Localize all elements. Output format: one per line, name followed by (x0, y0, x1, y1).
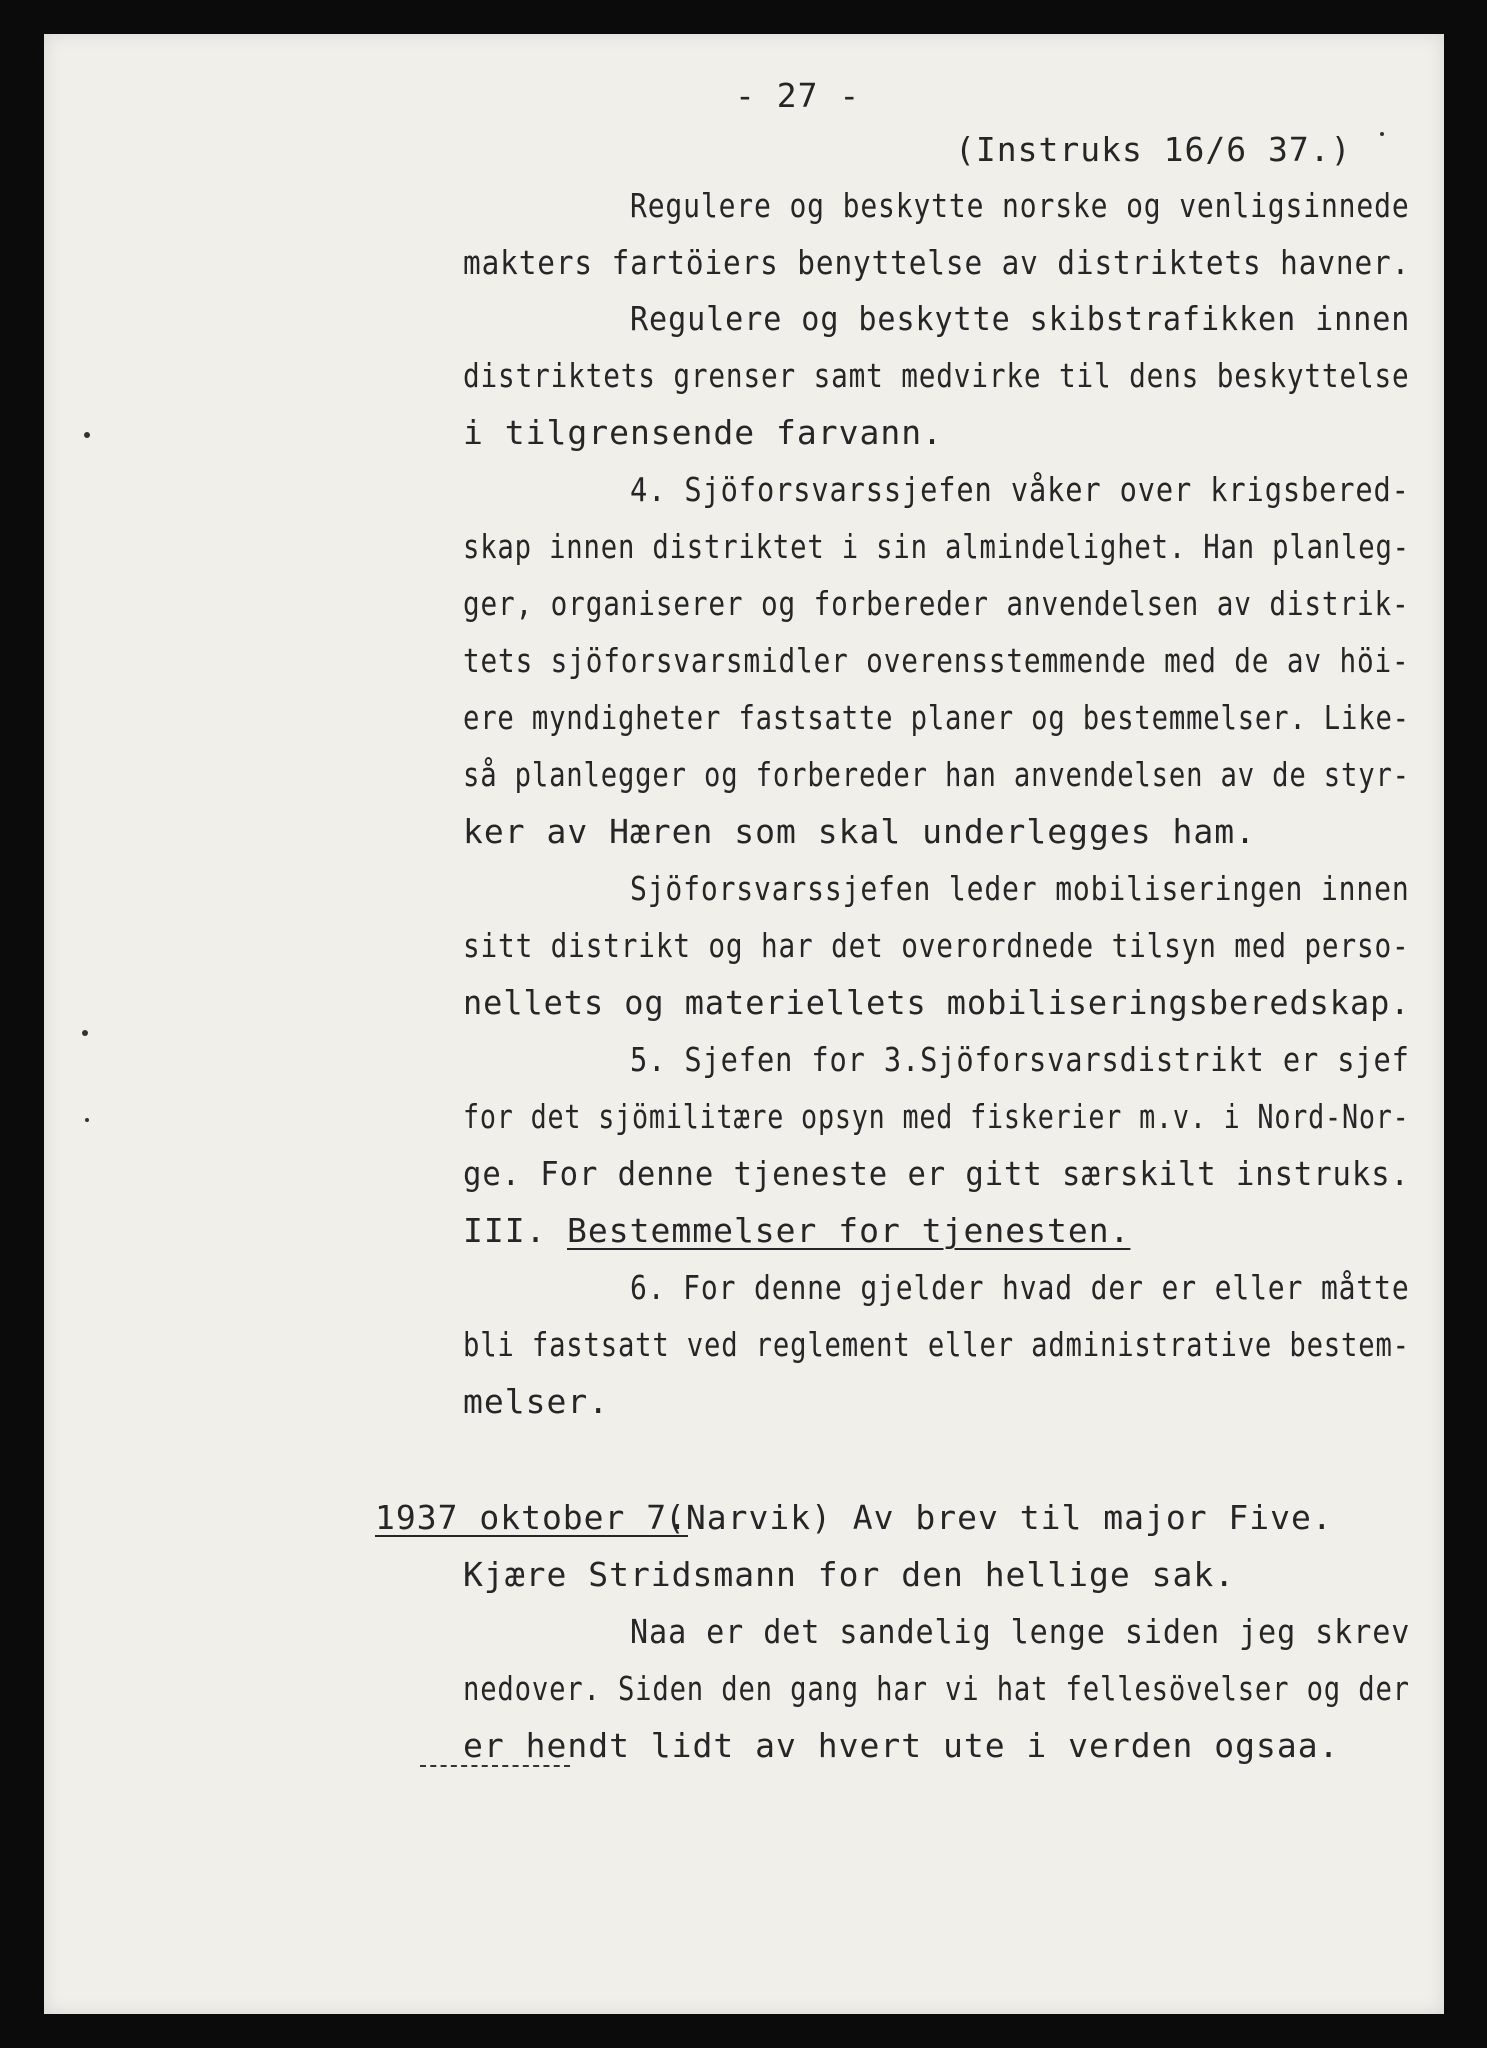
text-line: Naa er det sandelig lenge siden jeg skrev (630, 1612, 1411, 1651)
text-line: 4. Sjöforsvarssjefen våker over krigsbered- (630, 470, 1410, 509)
text-line: ker av Hæren som skal underlegges ham. (463, 812, 1256, 851)
text-line: sitt distrikt og har det overordnede tilsyn med perso- (463, 926, 1410, 965)
instruction-reference: (Instruks 16/6 37.) (955, 130, 1352, 169)
text-line: så planlegger og forbereder han anvendelsen av de styr- (463, 755, 1410, 794)
text-line: bli fastsatt ved reglement eller administrative bestem- (463, 1325, 1410, 1364)
text-line: nellets og materiellets mobiliseringsberedskap. (463, 983, 1411, 1022)
text-line: Regulere og beskytte norske og venligsinnede (630, 186, 1410, 225)
section-number: III. (463, 1211, 547, 1250)
text-line: 5. Sjefen for 3.Sjöforsvarsdistrikt er sjef (630, 1040, 1410, 1079)
text-line: Sjöforsvarssjefen leder mobiliseringen innen (630, 869, 1410, 908)
margin-mark (1380, 132, 1384, 136)
text-line: tets sjöforsvarsmidler overensstemmende med de av höi- (463, 641, 1410, 680)
text-line: skap innen distriktet i sin almindelighet. Han planleg- (463, 527, 1410, 566)
text-line: ger, organiserer og forbereder anvendelsen av distrik- (463, 584, 1410, 623)
text-line: Regulere og beskytte skibstrafikken innen (630, 299, 1411, 338)
text-line: ere myndigheter fastsatte planer og bestemmelser. Like- (463, 698, 1410, 737)
margin-mark (84, 432, 90, 438)
margin-mark (85, 1118, 89, 1122)
text-line: ge. For denne tjeneste er gitt særskilt instruks. (463, 1154, 1410, 1193)
entry-intro: (Narvik) Av brev til major Five. (665, 1498, 1333, 1537)
margin-mark (82, 1030, 88, 1036)
dashed-rule (420, 1765, 570, 1767)
section-title: Bestemmelser for tjenesten. (567, 1211, 1131, 1250)
text-line: 6. For denne gjelder hvad der er eller måtte (630, 1268, 1410, 1307)
text-line: makters fartöiers benyttelse av distriktets havner. (463, 243, 1411, 282)
text-line: for det sjömilitære opsyn med fiskerier m.v. i Nord-Nor- (463, 1097, 1410, 1136)
text-line: distriktets grenser samt medvirke til dens beskyttelse (463, 356, 1410, 395)
text-line: er hendt lidt av hvert ute i verden ogsaa. (463, 1726, 1340, 1765)
text-line: melser. (463, 1382, 610, 1421)
text-line: Kjære Stridsmann for den hellige sak. (463, 1555, 1236, 1594)
text-line: nedover. Siden den gang har vi hat fellesövelser og der (463, 1669, 1410, 1708)
entry-date: 1937 oktober 7. (375, 1498, 689, 1537)
text-line: i tilgrensende farvann. (463, 413, 943, 452)
page-number: - 27 - (735, 76, 861, 115)
